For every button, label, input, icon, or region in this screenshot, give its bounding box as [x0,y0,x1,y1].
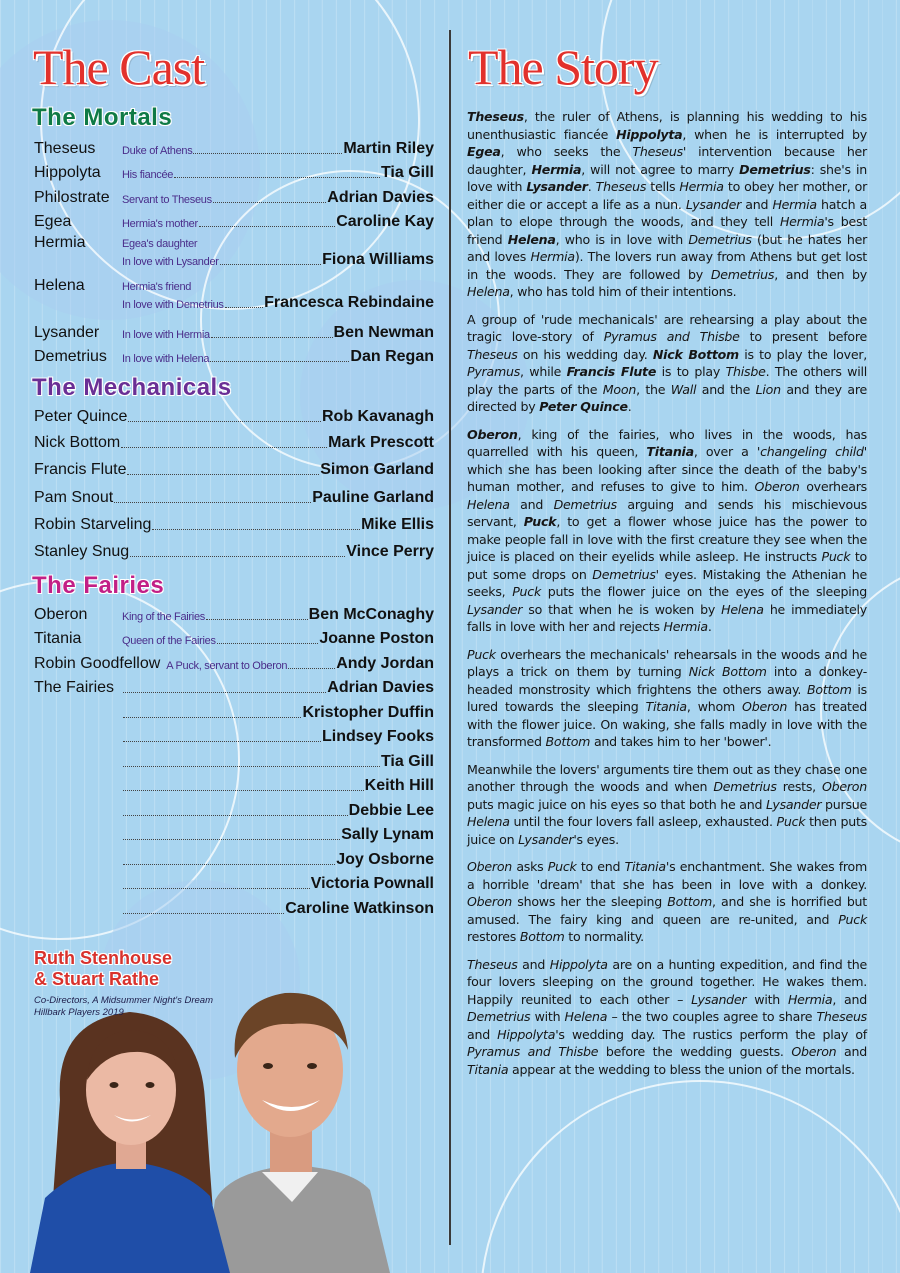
actor-name: Caroline Kay [336,213,434,230]
dot-leader [225,307,264,308]
actor-name: Sally Lynam [341,826,434,843]
character-highlight: Francis Flute [566,364,657,379]
actor-name: Debbie Lee [348,802,434,819]
character-mention: Demetrius [688,231,752,247]
character-mention: Oberon [467,859,513,874]
dot-leader [123,913,284,914]
actor-name: Francesca Rebindaine [264,294,434,311]
character-mention: Lysander [766,796,822,812]
dot-leader [123,864,335,865]
cast-row [34,320,434,342]
character-mention: Pyramus and Thisbe [603,329,740,344]
character-role-line1: Egea's daughter [122,238,198,250]
dot-leader [123,741,321,742]
character-role: In love with Lysander [122,256,219,268]
dot-leader [206,619,308,620]
role-block [122,277,434,312]
character-role-line1: Hermia's friend [122,281,192,293]
actor-name: Adrian Davies [327,189,434,206]
character-mention: Wall [670,381,697,397]
director-name-2: & Stuart Rathe [34,969,160,989]
character-mention: Theseus [632,144,683,159]
dot-leader [123,692,326,693]
dot-leader [123,888,310,889]
character-mention: Oberon [754,479,800,494]
dot-leader [123,815,348,816]
character-mention: Hermia [787,991,833,1007]
character-mention: Oberon [821,779,867,794]
character-mention: Theseus [816,1009,867,1024]
story-heading: The Story [468,39,658,95]
ensemble-row [122,896,434,918]
character-role: A Puck, servant to Oberon [166,660,288,672]
actor-name: Dan Regan [350,348,434,365]
character-highlight: Helena [507,231,556,247]
character-mention: Titania [645,699,687,714]
cast-row [34,344,434,366]
character-name: Titania [34,630,82,647]
character-role: In love with Helena [122,353,210,365]
background-ring [480,1080,900,1273]
character-mention: Titania [467,1061,509,1077]
character-role: In love with Demetrius [122,299,224,311]
cast-row [34,430,434,452]
character-mention: Puck [547,859,577,874]
character-name: Hippolyta [34,164,101,181]
role-line2 [122,294,434,312]
character-mention: Helena [721,601,764,617]
character-mention: Lysander [518,831,574,847]
character-role: In love with Hermia [122,329,210,341]
character-mention: Bottom [667,894,712,909]
dot-leader [121,447,327,448]
ensemble-row [122,798,434,820]
character-mention: Pyramus and Thisbe [467,1044,599,1059]
dot-leader [114,502,311,503]
ensemble-row [122,847,434,869]
dot-leader [123,717,301,718]
cast-row [34,485,434,507]
character-mention: Lysander [685,196,742,212]
character-mention: Hermia [679,179,724,194]
character-mention: Demetrius [710,266,775,282]
dot-leader [210,361,349,362]
character-mention: Bottom [545,734,591,749]
character-mention: Helena [564,1009,608,1024]
character-role: Servant to Theseus [122,194,212,206]
character-mention: Puck [838,911,867,927]
cast-heading: The Cast [33,39,205,95]
cast-row [34,136,434,158]
actor-name: Andy Jordan [336,655,434,672]
character-name: Nick Bottom [34,434,121,451]
dot-leader [152,529,360,530]
story-paragraph: Puck overhears the mechanicals' rehearsals in the woods and he plays a trick on them by turning Nick Bottom into a donkey-headed monstrosity which frightens the others away. Bottom is lured towards the sleeping Titania, whom Oberon has treated with the flower juice. On waking, she falls madly in love with the transformed Bottom and takes him to her 'bower'. [467,646,867,749]
character-mention: Moon [602,381,637,397]
character-mention: Hermia [779,214,825,229]
actor-name: Pauline Garland [312,489,434,506]
story-paragraph: A group of 'rude mechanicals' are rehearsing a play about the tragic love-story of Pyramus and Thisbe to present before Theseus on his wedding day. Nick Bottom is to play the lover, Pyramus, while Francis Flute is to play Thisbe. The others will play the parts of the Moon, the Wall and the Lion and they are directed by Peter Quince. [467,311,867,414]
character-name: Francis Flute [34,461,127,478]
character-highlight: Nick Bottom [652,346,739,362]
character-mention: changeling child [760,444,864,459]
cast-row [34,404,434,426]
actor-name: Ben McConaghy [308,606,434,623]
character-mention: Hippolyta [497,1026,556,1042]
character-mention: Demetrius [713,779,777,794]
character-role: His fiancée [122,169,174,181]
actor-name: Victoria Pownall [310,875,434,892]
dot-leader [220,264,321,265]
character-name: Oberon [34,606,88,623]
character-mention: Demetrius [467,1009,531,1024]
ensemble-row [122,749,434,771]
ensemble-row [122,822,434,844]
character-highlight: Hippolyta [616,126,683,142]
dot-leader [123,790,364,791]
actor-name: Rob Kavanagh [321,408,434,425]
character-highlight: Oberon [467,426,518,442]
character-mention: Helena [467,814,510,829]
dot-leader [211,337,333,338]
actor-name: Joy Osborne [336,851,434,868]
ensemble-row [122,871,434,893]
actor-name: Lindsey Fooks [321,728,434,745]
directors-caption-line2: Hillbark Players 2019 [34,1007,124,1018]
actor-name: Tia Gill [380,164,434,181]
role-line2 [122,251,434,269]
directors-names [34,948,172,990]
actor-name: Keith Hill [364,777,434,794]
ensemble-row [122,773,434,795]
director-name-1: Ruth Stenhouse [34,948,172,968]
cast-row [34,539,434,561]
character-name: Egea [34,213,72,230]
character-highlight: Peter Quince [539,399,628,414]
character-highlight: Hermia [531,161,582,177]
character-mention: Lysander [467,601,523,617]
dot-leader [217,643,319,644]
character-role: Hermia's mother [122,218,198,230]
dot-leader [288,668,335,669]
character-mention: Theseus [467,346,518,362]
character-name: Theseus [34,140,96,157]
character-mention: Demetrius [592,566,656,582]
character-mention: Thisbe [725,364,766,379]
character-role: Queen of the Fairies [122,635,216,647]
character-mention: Oberon [791,1044,837,1059]
actor-name: Mark Prescott [328,434,434,451]
character-mention: Puck [512,584,541,599]
character-mention: Hermia [663,619,708,634]
cast-row [34,651,434,673]
actor-name: Adrian Davies [327,679,434,696]
character-highlight: Egea [467,144,501,159]
section-heading-mortals: The Mortals [32,104,173,131]
actor-name: Mike Ellis [361,516,434,533]
character-mention: Hermia [772,196,817,212]
actor-name: Martin Riley [343,140,434,157]
character-mention: Oberon [742,699,788,714]
ensemble-row [122,724,434,746]
character-mention: Puck [821,549,851,564]
dot-leader [193,153,342,154]
character-name: Hermia [34,234,86,251]
character-highlight: Demetrius [739,161,811,177]
character-role: King of the Fairies [122,611,205,623]
dot-leader [127,474,319,475]
character-highlight: Puck [523,514,557,529]
character-name: Robin Starveling [34,516,152,533]
role-block [122,234,434,269]
actor-name: Caroline Watkinson [285,900,434,917]
character-mention: Pyramus [467,364,521,379]
story-text [467,108,867,1088]
cast-row [34,675,434,697]
dot-leader [123,839,340,840]
character-highlight: Theseus [467,109,524,124]
directors-caption-line1: Co-Directors, A Midsummer Night's Dream [34,995,214,1006]
character-name: Helena [34,277,85,294]
actor-name: Ben Newman [333,324,434,341]
cast-row [34,234,434,274]
cast-row [34,185,434,207]
directors-caption [34,995,213,1019]
actor-name: Kristopher Duffin [302,704,434,721]
character-name: Pam Snout [34,489,114,506]
cast-row [34,209,434,231]
story-paragraph: Oberon asks Puck to end Titania's enchantment. She wakes from a horrible 'dream' that she has been in love with a donkey. Oberon shows her the sleeping Bottom, and she is horrified but amused. The fairy king and queen are re-united, and Puck restores Bottom to normality. [467,859,867,944]
dot-leader [199,226,335,227]
character-highlight: Lysander [526,179,588,194]
cast-row [34,626,434,648]
character-mention: Puck [467,646,496,662]
cast-row [34,457,434,479]
dot-leader [128,421,321,422]
dot-leader [213,202,326,203]
character-mention: Theseus [595,179,647,194]
character-name: Demetrius [34,348,107,365]
section-heading-fairies: The Fairies [32,572,165,599]
actor-name: Tia Gill [380,753,434,770]
character-name: Robin Goodfellow [34,655,161,672]
dot-leader [174,177,380,178]
dot-leader [130,556,345,557]
character-mention: Hippolyta [549,956,608,972]
character-highlight: Titania [646,444,694,459]
ensemble-row [122,700,434,722]
story-paragraph: Meanwhile the lovers' arguments tire them out as they chase one another through the woods and when Demetrius rests, Oberon puts magic juice on his eyes so that both he and Lysander pursue Helena until the four lovers fall asleep, exhausted. Puck then puts juice on Lysander's eyes. [467,761,868,847]
actor-name: Simon Garland [320,461,434,478]
story-paragraph: Theseus, the ruler of Athens, is planning his wedding to his unenthusiastic fiancée Hippolyta, when he is interrupted by Egea, who seeks the Theseus' intervention because her daughter, Hermia, will not agree to marry Demetrius: she's in love with Lysander. Theseus tells Hermia to obey her mother, or either die or accept a life as a nun. Lysander and Hermia hatch a plan to elope through the woods, and they tell Hermia's best friend Helena, who is in love with Demetrius (but he hates her and loves Hermia). The lovers run away from Athens but get lost in the woods. They are followed by Demetrius, and then by Helena, who has told him of their intentions. [467,109,867,299]
section-heading-mechanicals: The Mechanicals [32,374,232,401]
cast-row [34,512,434,534]
character-mention: Titania [624,859,666,874]
character-mention: Lion [755,381,781,397]
character-mention: Demetrius [553,496,617,512]
character-mention: Hermia [530,249,575,264]
actor-name: Vince Perry [346,543,434,560]
character-mention: Oberon [467,894,513,909]
cast-row [34,602,434,624]
character-name: The Fairies [34,679,115,696]
story-paragraph: Oberon, king of the fairies, who lives in the woods, has quarrelled with his queen, Titania, over a 'changeling child' which she has been looking after since the death of the baby's human mother, and refuses to give to him. Oberon overhears Helena and Demetrius arguing and sends his mischievous servant, Puck, to get a flower whose juice has the power to make people fall in love with the first creature they see when the juice is placed on their eyelids while asleep. He instructs Puck to put some drops on Demetrius' eyes. Mistaking the Athenian he seeks, Puck puts the flower juice on the eyes of the sleeping Lysander so that when he is woken by Helena he immediately falls in love with her and rejects Hermia. [467,426,868,634]
story-paragraph: Theseus and Hippolyta are on a hunting expedition, and find the four lovers sleeping on the ground together. He wakes them. Happily reunited to each other – Lysander with Hermia, and Demetrius with Helena – the two couples agree to share Theseus and Hippolyta's wedding day. The rustics perform the play of Pyramus and Thisbe before the wedding guests. Oberon and Titania appear at the wedding to bless the union of the mortals. [467,956,868,1077]
character-name: Peter Quince [34,408,128,425]
character-mention: Lysander [691,991,747,1007]
character-mention: Helena [467,284,510,299]
character-name: Lysander [34,324,100,341]
character-name: Stanley Snug [34,543,130,560]
character-name: Philostrate [34,189,110,206]
character-mention: Helena [467,496,510,512]
dot-leader [123,766,380,767]
cast-row [34,277,434,317]
character-role: Duke of Athens [122,145,193,157]
cast-row [34,160,434,182]
character-mention: Theseus [467,956,518,972]
character-mention: Bottom [519,929,565,944]
character-mention: Bottom [806,681,852,697]
actor-name: Joanne Poston [319,630,434,647]
character-mention: Puck [776,814,806,829]
actor-name: Fiona Williams [322,251,434,268]
character-mention: Nick Bottom [688,664,767,679]
